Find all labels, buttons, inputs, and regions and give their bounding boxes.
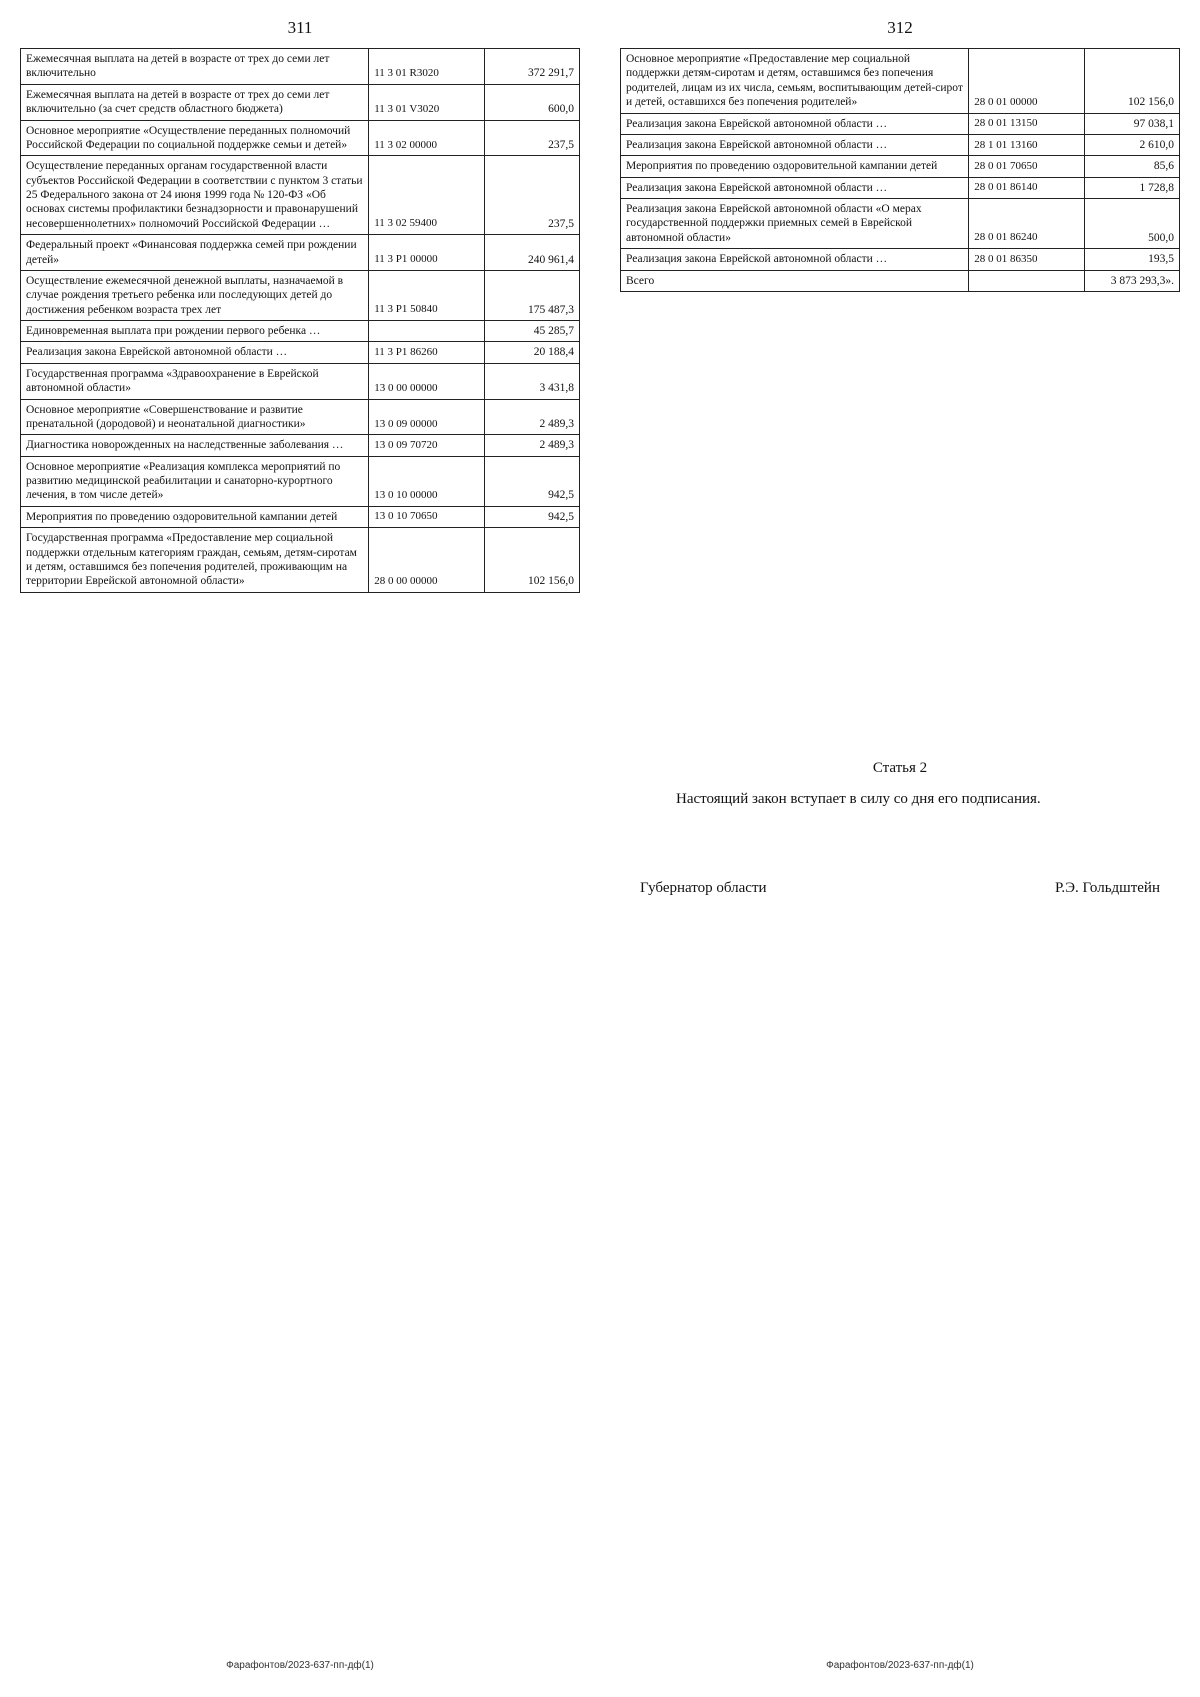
- row-amount: 600,0: [485, 84, 580, 120]
- table-row: [21, 456, 580, 506]
- row-amount: 500,0: [1085, 199, 1180, 249]
- row-description: Государственная программа «Предоставление мер социальной поддержки отдельным категориям граждан, семьям, детям-сиротам и детям, оставшимся без попечения родителей, проживающим на территории Еврейской автономной области»: [21, 528, 369, 593]
- table-row: [621, 49, 1180, 114]
- row-amount: 942,5: [485, 456, 580, 506]
- table-row: [21, 84, 580, 120]
- row-description: Диагностика новорожденных на наследственные заболевания …: [21, 435, 369, 456]
- row-description: Осуществление переданных органам государственной власти субъектов Российской Федерации в соответствии с пунктом 3 статьи 25 Федерального закона от 24 июня 1999 года № 120-ФЗ «Об основах системы профилактики безнадзорности и правонарушений несовершеннолетних» полномочий Российской Федерации …: [21, 156, 369, 235]
- table-row: [21, 120, 580, 156]
- row-code: 28 1 01 13160: [969, 134, 1085, 155]
- table-row: [21, 435, 580, 456]
- row-code: [369, 321, 485, 342]
- row-code: 11 3 01 V3020: [369, 84, 485, 120]
- row-amount: 193,5: [1085, 249, 1180, 270]
- table-page-left: [20, 48, 580, 593]
- row-description: Основное мероприятие «Предоставление мер социальной поддержки детям-сиротам и детям, оставшимся без попечения родителей, лицам из их числа, семьям, воспитывающим детей-сирот и детей, оставшихся без попечения родителей»: [621, 49, 969, 114]
- row-code: 28 0 01 86350: [969, 249, 1085, 270]
- row-amount: 175 487,3: [485, 270, 580, 320]
- row-amount: 97 038,1: [1085, 113, 1180, 134]
- row-amount: 2 610,0: [1085, 134, 1180, 155]
- signature-block: [640, 880, 1160, 897]
- row-code: 13 0 10 70650: [369, 506, 485, 527]
- table-row: [21, 363, 580, 399]
- budget-table-left: [20, 48, 580, 593]
- table-row: [21, 156, 580, 235]
- table-row: [621, 134, 1180, 155]
- row-code: 13 0 09 70720: [369, 435, 485, 456]
- row-description: Реализация закона Еврейской автономной области «О мерах государственной поддержки приемных семей в Еврейской автономной области»: [621, 199, 969, 249]
- row-amount: 942,5: [485, 506, 580, 527]
- article-2: [640, 760, 1160, 808]
- article-text: Настоящий закон вступает в силу со дня его подписания.: [676, 791, 1041, 807]
- signatory-name: Р.Э. Гольдштейн: [1054, 880, 1160, 896]
- row-code: [969, 270, 1085, 291]
- row-code: 11 3 02 00000: [369, 120, 485, 156]
- row-code: 28 0 01 86240: [969, 199, 1085, 249]
- row-amount: 102 156,0: [1085, 49, 1180, 114]
- row-code: 11 3 P1 00000: [369, 235, 485, 271]
- table-row: [21, 49, 580, 85]
- table-row: [621, 199, 1180, 249]
- row-code: 11 3 01 R3020: [369, 49, 485, 85]
- row-code: 13 0 10 00000: [369, 456, 485, 506]
- row-description: Ежемесячная выплата на детей в возрасте от трех до семи лет включительно: [21, 49, 369, 85]
- row-code: 28 0 01 00000: [969, 49, 1085, 114]
- row-description: Реализация закона Еврейской автономной области …: [621, 134, 969, 155]
- row-code: 13 0 09 00000: [369, 399, 485, 435]
- budget-table-right: [620, 48, 1180, 292]
- row-amount: 1 728,8: [1085, 177, 1180, 198]
- row-code: 11 3 02 59400: [369, 156, 485, 235]
- row-description: Реализация закона Еврейской автономной области …: [21, 342, 369, 363]
- row-amount: 372 291,7: [485, 49, 580, 85]
- row-description: Основное мероприятие «Реализация комплекса мероприятий по развитию медицинской реабилитации и санаторно-курортного лечения, в том числе детей»: [21, 456, 369, 506]
- page-number-left: 311: [287, 18, 313, 37]
- row-description: Федеральный проект «Финансовая поддержка семей при рождении детей»: [21, 235, 369, 271]
- footer-left: Фарафонтов/2023-637-пп-дф(1): [226, 1660, 374, 1671]
- row-description: Всего: [621, 270, 969, 291]
- row-description: Единовременная выплата при рождении первого ребенка …: [21, 321, 369, 342]
- row-amount: 20 188,4: [485, 342, 580, 363]
- row-amount: 85,6: [1085, 156, 1180, 177]
- row-amount: 3 431,8: [485, 363, 580, 399]
- row-description: Осуществление ежемесячной денежной выплаты, назначаемой в случае рождения третьего ребенка или последующих детей до достижения ребенком возраста трех лет: [21, 270, 369, 320]
- row-description: Основное мероприятие «Осуществление переданных полномочий Российской Федерации по социальной поддержке семьи и детей»: [21, 120, 369, 156]
- table-row: [21, 270, 580, 320]
- row-code: 13 0 00 00000: [369, 363, 485, 399]
- row-description: Государственная программа «Здравоохранение в Еврейской автономной области»: [21, 363, 369, 399]
- row-amount: 102 156,0: [485, 528, 580, 593]
- row-code: 28 0 01 13150: [969, 113, 1085, 134]
- table-row: [21, 506, 580, 527]
- table-row: [21, 342, 580, 363]
- page-number-right: 312: [887, 18, 913, 37]
- article-heading: Статья 2: [872, 760, 928, 776]
- table-row: [21, 321, 580, 342]
- row-code: 11 3 P1 50840: [369, 270, 485, 320]
- signatory-title: Губернатор области: [640, 880, 767, 896]
- table-page-right: [620, 48, 1180, 292]
- table-row: [621, 156, 1180, 177]
- row-description: Ежемесячная выплата на детей в возрасте от трех до семи лет включительно (за счет средств областного бюджета): [21, 84, 369, 120]
- row-description: Мероприятия по проведению оздоровительной кампании детей: [21, 506, 369, 527]
- row-amount: 3 873 293,3».: [1085, 270, 1180, 291]
- row-amount: 237,5: [485, 156, 580, 235]
- footer-right: Фарафонтов/2023-637-пп-дф(1): [826, 1660, 974, 1671]
- row-description: Основное мероприятие «Совершенствование и развитие пренатальной (дородовой) и неонатальной диагностики»: [21, 399, 369, 435]
- row-amount: 237,5: [485, 120, 580, 156]
- table-row: [621, 270, 1180, 291]
- row-description: Реализация закона Еврейской автономной области …: [621, 249, 969, 270]
- table-row: [621, 249, 1180, 270]
- row-code: 11 3 P1 86260: [369, 342, 485, 363]
- table-row: [21, 399, 580, 435]
- table-row: [21, 235, 580, 271]
- row-description: Реализация закона Еврейской автономной области …: [621, 177, 969, 198]
- row-code: 28 0 01 86140: [969, 177, 1085, 198]
- row-amount: 2 489,3: [485, 399, 580, 435]
- table-row: [621, 113, 1180, 134]
- row-amount: 240 961,4: [485, 235, 580, 271]
- row-amount: 45 285,7: [485, 321, 580, 342]
- row-code: 28 0 01 70650: [969, 156, 1085, 177]
- table-row: [21, 528, 580, 593]
- row-amount: 2 489,3: [485, 435, 580, 456]
- row-description: Мероприятия по проведению оздоровительной кампании детей: [621, 156, 969, 177]
- table-row: [621, 177, 1180, 198]
- row-code: 28 0 00 00000: [369, 528, 485, 593]
- row-description: Реализация закона Еврейской автономной области …: [621, 113, 969, 134]
